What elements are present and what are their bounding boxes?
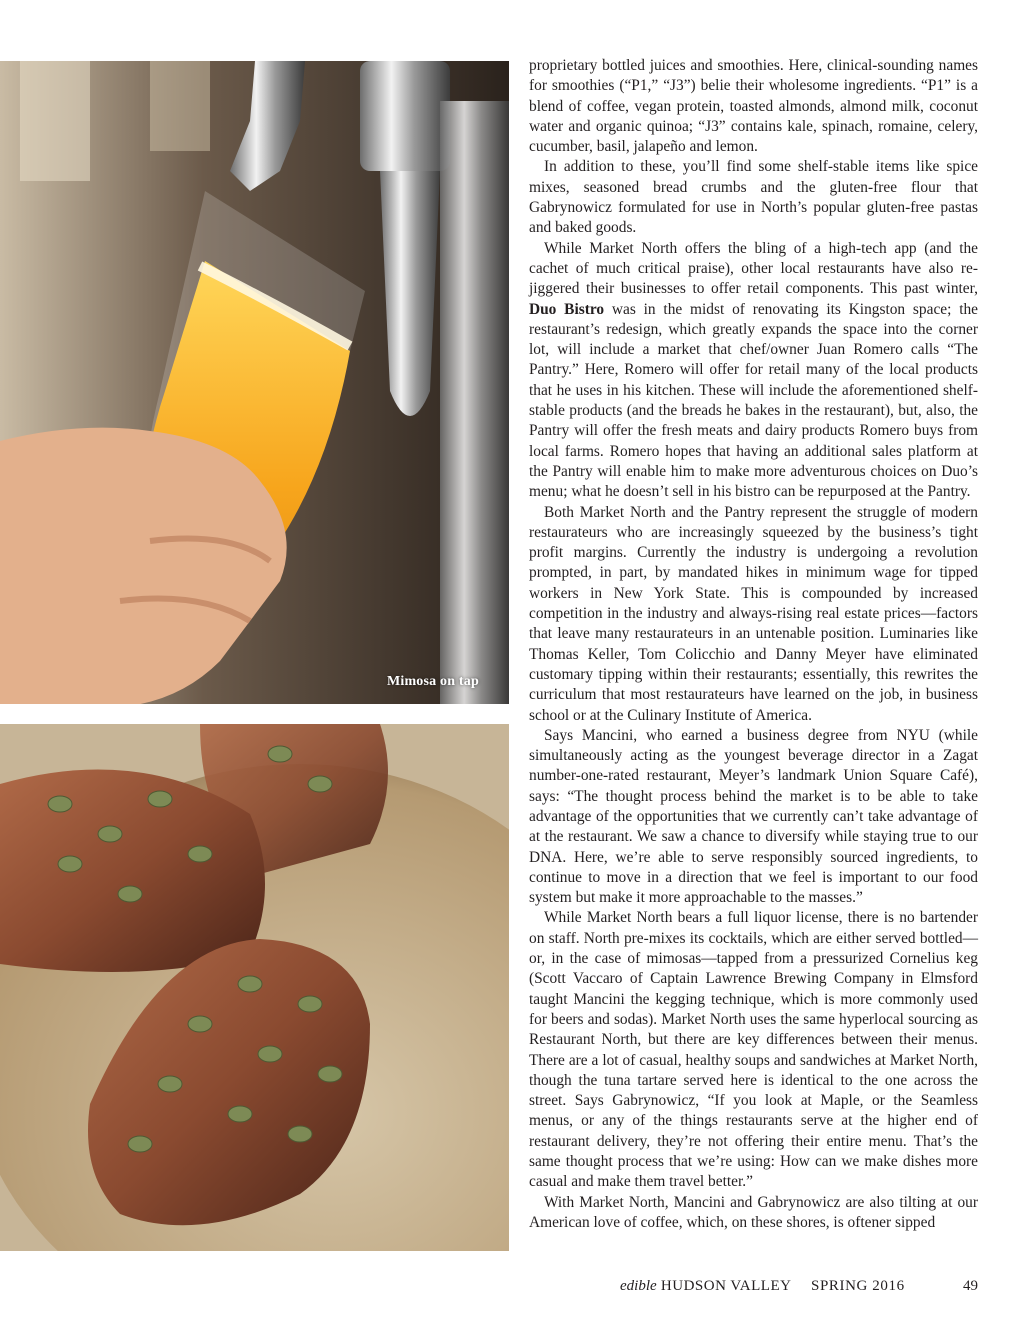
article-body <box>529 56 978 1233</box>
article-paragraph: While Market North bears a full liquor license, there is no bartender on staff. North pre-mixes its cocktails, which are either served bottled—or, in the case of mimosas—tapped from a pressurized Cornelius keg (Scott Vaccaro of Captain Lawrence Brewing Company in Elmsford taught Mancini the kegging technique, which is more commonly used for beers and sodas). Market North uses the same hyperlocal sourcing as Restaurant North, but there are key differences between their menus. There are a lot of casual, healthy soups and sandwiches at Market North, though the tuna tartare served here is identical to the one across the street. Says Gabrynowicz, “If you look at Maple, or the Seamless menus, or any of the things restaurants serve at the higher end of restaurant delivery, they’re not offering their entire menu. That’s the same thought process that we’re using: How can we make dishes more casual and make them travel better.” <box>529 909 978 1191</box>
issue-date: SPRING 2016 <box>811 1278 905 1294</box>
brand-name: HUDSON VALLEY <box>656 1278 792 1294</box>
article-paragraph <box>529 239 978 503</box>
article-paragraph: Says Mancini, who earned a business degree from NYU (while simultaneously acting as the youngest beverage director in a Zagat number-one-rated restaurant, Meyer’s landmark Union Square Café), says: “The thought process behind the market is to be able to take advantage of the opportunities that we currently can’t take advantage of at the restaurant. We saw a chance to diversify while staying true to our DNA. Here, we’re able to serve responsibly sourced ingredients, to continue to move in a direction that we feel is important to our food system but make it more approachable to the masses.” <box>529 726 978 907</box>
photo-caption: Mimosa on tap <box>386 674 479 689</box>
loaves-illustration <box>0 724 509 1251</box>
page-number: 49 <box>963 1278 978 1294</box>
article-paragraph: proprietary bottled juices and smoothies. Here, clinical-sounding names for smoothies (“P1,” “J3”) belie their wholesome ingredients. “P1” is a blend of coffee, vegan protein, toasted almonds, almond milk, coconut water and organic quinoa; “J3” contains kale, spinach, romaine, celery, cucumber, basil, jalapeño and lemon. <box>529 57 978 156</box>
magazine-name <box>620 1278 791 1295</box>
restaurant-name: Duo Bistro <box>529 300 605 318</box>
article-paragraph: In addition to these, you’ll find some shelf-stable items like spice mixes, seasoned bread crumbs and the gluten-free flour that Gabrynowicz formulated for use in North’s popular gluten-free pastas and baked goods. <box>529 158 978 237</box>
mimosa-photo <box>0 61 509 704</box>
brand-italic: edible <box>620 1278 657 1294</box>
mimosa-illustration <box>0 61 509 704</box>
loaves-photo <box>0 724 509 1251</box>
article-paragraph: Both Market North and the Pantry represent the struggle of modern restaurateurs who are increasingly squeezed by the business’s tight profit margins. Currently the industry is undergoing a revolution prompted, in part, by mandated hikes in minimum wage for tipped workers in New York State. This is compounded by increased competition in the industry and always-rising real estate prices—factors that leave many restaurateurs in an untenable position. Luminaries like Thomas Keller, Tom Colicchio and Danny Meyer have eliminated customary tipping within their restaurants; essentially, this rewrites the curriculum that most restaurateurs have learned on the job, in business school or at the Culinary Institute of America. <box>529 503 978 724</box>
paragraph-text: was in the midst of renovating its Kingston space; the restaurant’s redesign, which greatly expands the space into the corner lot, will include a market that chef/owner Juan Romero calls “The Pantry.” Here, Romero will offer for retail many of the local products that he uses in his kitchen. These will include the aforementioned shelf-stable products (and the breads he bakes in the restaurant), but, also, the Pantry will offer the fresh meats and dairy products Romero buys from local farms. Romero hopes that having an additional sales platform at the Pantry will enable him to make more adventurous choices on Duo’s menu; what he doesn’t sell in his bistro can be repurposed at the Pantry. <box>529 300 979 501</box>
paragraph-text: While Market North offers the bling of a high-tech app (and the cachet of much critical praise), other local restaurants have also re-jiggered their businesses to offer retail components. This past winter, <box>529 239 978 298</box>
page-footer <box>620 1278 978 1298</box>
article-paragraph: With Market North, Mancini and Gabrynowicz are also tilting at our American love of coffee, which, on these shores, is oftener sipped <box>529 1193 978 1231</box>
